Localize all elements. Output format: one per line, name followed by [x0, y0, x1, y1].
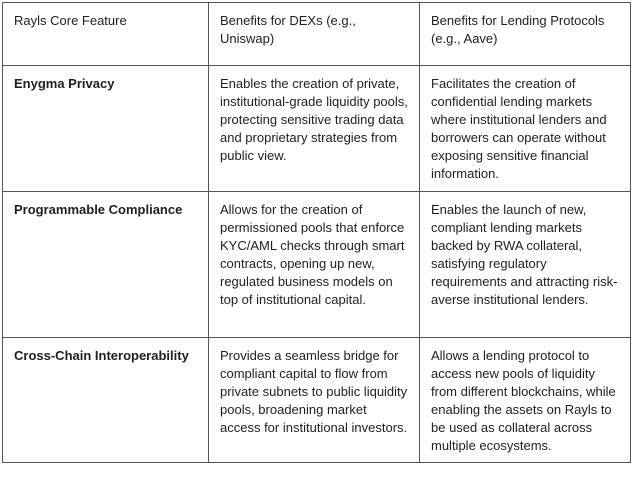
lending-benefit-cell: Facilitates the creation of confidential lending markets where institutional lenders and borrowers can operate without exposing sensitive financial information.: [420, 66, 631, 192]
table-header-row: [3, 3, 631, 66]
lending-benefit-cell: Allows a lending protocol to access new pools of liquidity from different blockchains, while enabling the assets on Rayls to be used as collateral across multiple ecosystems.: [420, 338, 631, 463]
table-row: [3, 66, 631, 192]
feature-cell: Cross-Chain Interoperability: [3, 338, 209, 463]
comparison-table: [2, 2, 631, 463]
table-row: [3, 338, 631, 463]
dex-benefit-cell: Enables the creation of private, institutional-grade liquidity pools, protecting sensitive trading data and proprietary strategies from public view.: [209, 66, 420, 192]
feature-cell: Enygma Privacy: [3, 66, 209, 192]
table-row: [3, 192, 631, 338]
dex-benefit-cell: Provides a seamless bridge for compliant capital to flow from private subnets to public liquidity pools, broadening market access for institutional investors.: [209, 338, 420, 463]
header-feature: Rayls Core Feature: [3, 3, 209, 66]
feature-cell: Programmable Compliance: [3, 192, 209, 338]
lending-benefit-cell: Enables the launch of new, compliant lending markets backed by RWA collateral, satisfying regulatory requirements and attracting risk-averse institutional lenders.: [420, 192, 631, 338]
header-lending-benefits: Benefits for Lending Protocols (e.g., Aave): [420, 3, 631, 66]
dex-benefit-cell: Allows for the creation of permissioned pools that enforce KYC/AML checks through smart contracts, opening up new, regulated business models on top of institutional capital.: [209, 192, 420, 338]
header-dex-benefits: Benefits for DEXs (e.g., Uniswap): [209, 3, 420, 66]
